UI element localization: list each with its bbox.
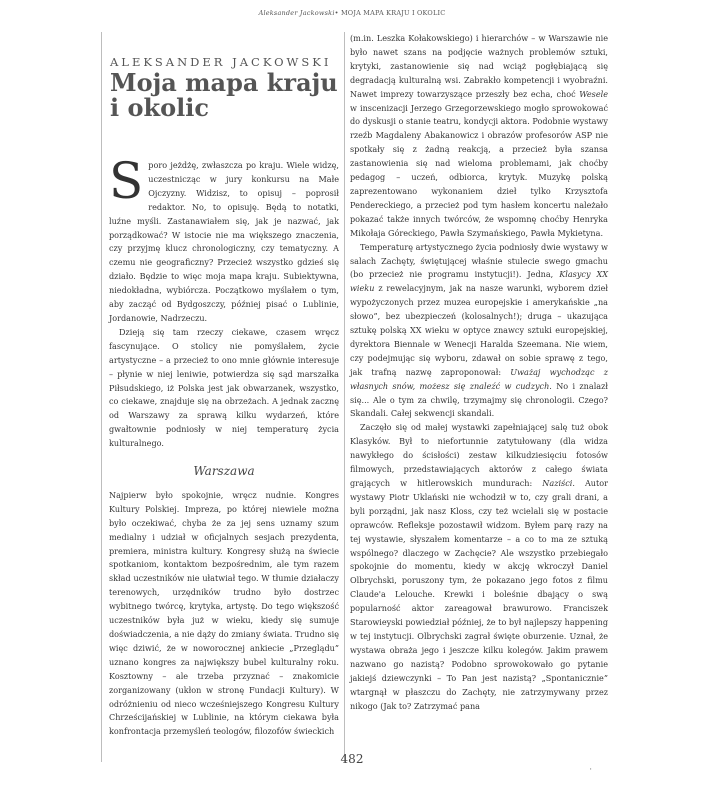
rp2-emphasis-1: Klasycy XX wieku	[350, 269, 608, 294]
page-number: 482	[340, 752, 364, 766]
running-head	[0, 9, 704, 17]
rp1-text: (m.in. Leszka Kołakowskiego) i hierarchów – w Warszawie nie było nawet szans na podjęcie ważnych problemów sztuki, krytyki, zastanowienie się nad wciąż pogłębiającą się degradacją kulturalną wsi. Zabrakło kompetencji i wyobraźni. Nawet imprezy towarzyszące przeszły bez echa, choć	[350, 33, 608, 99]
right-column	[350, 32, 608, 713]
rp3-text-b: Autor wystawy Piotr Uklański nie wchodził w to, czy grali drani, a byli porządni, jak nasz Kloss, czy też wcielali się w postacie oprawców. Refleksje pozostawił widzom. Byłem parę razy na tej wystawie, słyszałem komentarze – a co to ma ze sztuką wspólnego? dlaczego w Zachęcie? Ale wszystko przebiegało spokojnie do momentu, kiedy w akcję wkroczył Daniel Olbrychski, poruszony tym, że pokazano jego fotos z filmu Claude'a Lelouche. Krewki i boleśnie dbający o swą popularność aktor zareagował brawurowo. Franciszek Starowieyski powiedział później, że to był najlepszy happening w tej instytucji. Olbrychski zagrał święte oburzenie. Uznał, że wystawa obraża jego i jeszcze kilku kolegów. Jakim prawem nazwano go nazistą? Podobno sprowokowało go pytanie jakiejś dziewczynki – To Pan jest nazistą? „Spontanicznie” wtargnął w płaszczu do Zachęty, nie zatrzymywany przez nikogo (Jak to? Zatrzymać pana	[350, 478, 609, 711]
section-heading: Warszawa	[193, 464, 255, 479]
rp1-rest: w inscenizacji Jerzego Grzegorzewskiego mogło sprowokować do dyskusji o stanie teatru, kondycji aktora. Podobnie wystawy rzeźb Magdaleny Abakanowicz i obrazów profesorów ASP nie spotkały się z żadną reakcją, a przecież była szansa zastanowienia się nad wieloma problemami, jak choćby pedagog – uczeń, odbiorca, krytyk. Muzykę polską zaprezentowano wykonaniem dzieł tylko Krzysztofa Pendereckiego, a przecież pod tym hasłem koncertu należało pokazać także innych twórców, że wspomnę choćby Henryka Mikołaja Góreckiego, Pawła Szymańskiego, Pawła Mykietyna.	[350, 102, 608, 238]
article-title-line2: i okolic	[110, 93, 209, 122]
rp1-emphasis: Wesele	[579, 88, 608, 99]
column-divider-rule	[344, 32, 345, 762]
article-author: ALEKSANDER JACKOWSKI	[110, 55, 332, 69]
left-column	[109, 152, 339, 739]
right-paragraph-3	[350, 421, 608, 713]
drop-cap: S	[109, 152, 144, 210]
running-head-separator: •	[334, 9, 339, 17]
article-title	[110, 70, 338, 120]
rp2-text-c: No i znalazł się... Ale o tym za chwilę, trzymajmy się chronologii. Czego? Skandali. Całej sekwencji skandali.	[350, 380, 608, 419]
rp3-text-a: Zaczęło się od małej wystawki zapełniającej salę tuż obok Klasyków. Był to niefortunnie zatytułowany (dla widza nawykłego do ścisłości) zestaw kilkudziesięciu fotosów filmowych, przedstawiających aktorów z całego świata grających w hitlerowskich mundurach:	[350, 422, 608, 488]
running-head-title: MOJA MAPA KRAJU I OKOLIC	[340, 9, 446, 17]
right-paragraph-1	[350, 32, 608, 241]
rp3-emphasis: Naziści.	[542, 478, 575, 488]
left-margin-rule	[101, 32, 102, 762]
running-head-author: Aleksander Jackowski	[258, 9, 335, 17]
rp2-text-a: Temperaturę artystycznego życia podniosły dwie wystawy w salach Zachęty, świętującej właśnie stulecie swego gmachu (bo przecież nie programu instytucji!). Jedna,	[350, 241, 608, 280]
article-title-line1: Moja mapa kraju	[110, 68, 338, 97]
intro-text: poro jeżdżę, zwłaszcza po kraju. Wiele widzę, uczestnicząc w jury konkursu na Małe Ojczyzny. Widzisz, to opisuj – poprosił redaktor. No, to opisuję. Będą to notatki, luźne myśli. Zastanawiałem się, jak je nazwać, jak porządkować? W istocie nie ma większego znaczenia, czy przyjmę klucz chronologiczny, czy tematyczny. A czemu nie geograficzny? Przecież wszystko gdzieś się działo. Będzie to więc moja mapa kraju. Subiektywna, niedokładna, wybiórcza. Początkowo myślałem o tym, aby zacząć od Bydgoszczy, później pisać o Lublinie, Jordanowie, Nadrzeczu.	[109, 160, 339, 323]
rp2-text-b: z rewelacyjnym, jak na nasze warunki, wyborem dzieł wypożyczonych przez muzea europejskie i amerykańskie „na słowo”, bez ubezpieczeń (kolosalnych!); druga – ukazująca sztukę polską XX wieku w optyce znawcy sztuki europejskiej, dyrektora Biennale w Wenecji Haralda Szeemana. Nie wiem, czy podejmując się wyboru, zdawał on sobie sprawę z tego, jak trafną nazwę zaproponował:	[350, 283, 609, 377]
rp2-emphasis-2: Uważaj wychodząc z własnych snów, możesz się znaleźć w cudzych.	[350, 366, 608, 391]
right-paragraph-2	[350, 241, 608, 422]
intro-paragraph	[109, 152, 339, 326]
paragraph-3: Najpierw było spokojnie, wręcz nudnie. Kongres Kultury Polskiej. Impreza, po której niewiele można było oczekiwać, chyba że za jej sens uznamy szum medialny i udział w oficjalnych sesjach prezydenta, premiera, ministra kultury. Kongresy służą na świecie spotkaniom, kontaktom bezpośrednim, ale tym razem skład uczestników nie ułatwiał tego. W tłumie działaczy terenowych, urzędników trudno było dostrzec wybitnego twórcę, krytyka, artystę. Do tego większość uczestników była już w wieku, kiedy się sumuje doświadczenia, a nie dąży do zmiany świata. Trudno się więc dziwić, że w noworocznej ankiecie „Przeglądu” uznano kongres za największy bubel kulturalny roku. Kosztowny – ale trzeba przyznać – znakomicie zorganizowany (ukłon w stronę Fundacji Kultury). W odróżnieniu od nieco wcześniejszego Kongresu Kultury Chrześcijańskiej w Lublinie, na którym ciekawa była konfrontacja przemyśleń teologów, filozofów świeckich	[109, 489, 339, 737]
paragraph-2: Dzieją się tam rzeczy ciekawe, czasem wręcz fascynujące. O stolicy nie pomyślałem, życie artystyczne – a przecież to ono mnie głównie interesuje – płynie w niej leniwie, potwierdza się sąd marszałka Piłsudskiego, iż Polska jest jak obwarzanek, wszystko, co ciekawe, znajduje się na obrzeżach. A jednak zacznę od Warszawy za sprawą kilku wydarzeń, które gwałtownie podniosły w niej temperaturę życia kulturalnego.	[109, 326, 339, 449]
bottom-mark: '	[590, 768, 592, 775]
